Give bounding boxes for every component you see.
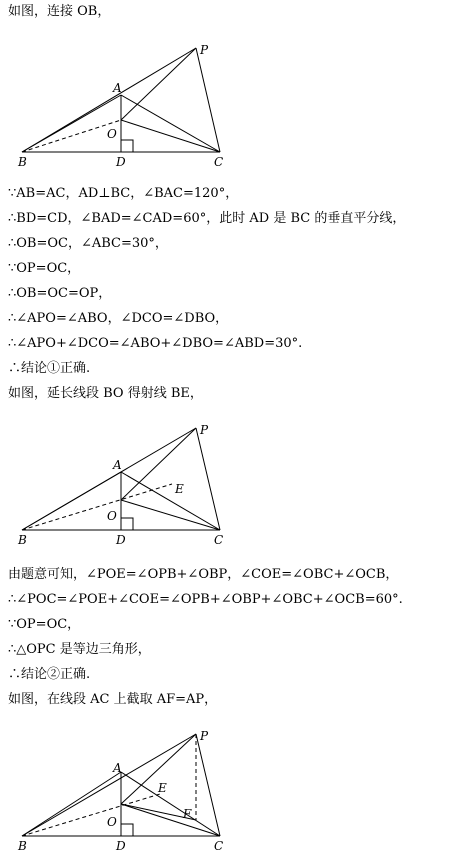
label-e: E (158, 781, 167, 795)
label-c: C (214, 839, 224, 853)
text-line: 如图，在线段 AC 上截取 AF=AP， (8, 692, 218, 707)
text-line: ∴∠POC=∠POE+∠COE=∠OPB+∠OBP+∠OBC+∠OCB=60°. (8, 592, 403, 607)
label-o: O (107, 509, 117, 523)
label-b: B (18, 155, 27, 169)
label-o: O (107, 127, 117, 141)
text-line: ∴BD=CD，∠BAD=∠CAD=60°，此时 AD 是 BC 的垂直平分线， (8, 211, 406, 226)
text-line: ∴△OPC 是等边三角形， (8, 642, 151, 657)
text-line: ∴OB=OC，∠ABC=30°， (8, 236, 168, 251)
label-p: P (200, 43, 209, 57)
label-e: E (175, 482, 184, 496)
text-line: ∵AB=AC，AD⊥BC，∠BAC=120°， (8, 186, 239, 201)
geometry-figure-3 (0, 722, 456, 854)
label-b: B (18, 533, 27, 547)
label-c: C (214, 533, 224, 547)
text-line: ∴∠APO+∠DCO=∠ABO+∠DBO=∠ABD=30°. (8, 336, 303, 351)
label-d: D (116, 155, 126, 169)
text-line: ∴OB=OC=OP， (8, 286, 112, 301)
text-line: 如图，延长线段 BO 得射线 BE， (8, 386, 203, 401)
text-line: ∴结论②正确. (8, 667, 91, 682)
text-line: ∴∠APO=∠ABO，∠DCO=∠DBO， (8, 311, 229, 326)
text-line: 由题意可知，∠POE=∠OPB+∠OBP，∠COE=∠OBC+∠OCB， (8, 567, 399, 582)
label-f: F (183, 807, 192, 821)
label-o: O (107, 815, 117, 829)
label-p: P (200, 729, 209, 743)
label-c: C (214, 155, 224, 169)
label-p: P (200, 423, 209, 437)
geometry-figure-1 (0, 40, 456, 170)
text-line: ∴结论①正确. (8, 361, 91, 376)
label-a: A (113, 81, 122, 95)
text-line: ∵OP=OC， (8, 261, 81, 276)
label-d: D (116, 839, 126, 853)
text-line: ∵OP=OC， (8, 617, 81, 632)
label-a: A (113, 458, 122, 472)
label-a: A (113, 761, 122, 775)
label-b: B (18, 839, 27, 853)
geometry-figure-2 (0, 420, 456, 550)
label-d: D (116, 533, 126, 547)
text-line: 如图，连接 OB， (8, 4, 111, 19)
